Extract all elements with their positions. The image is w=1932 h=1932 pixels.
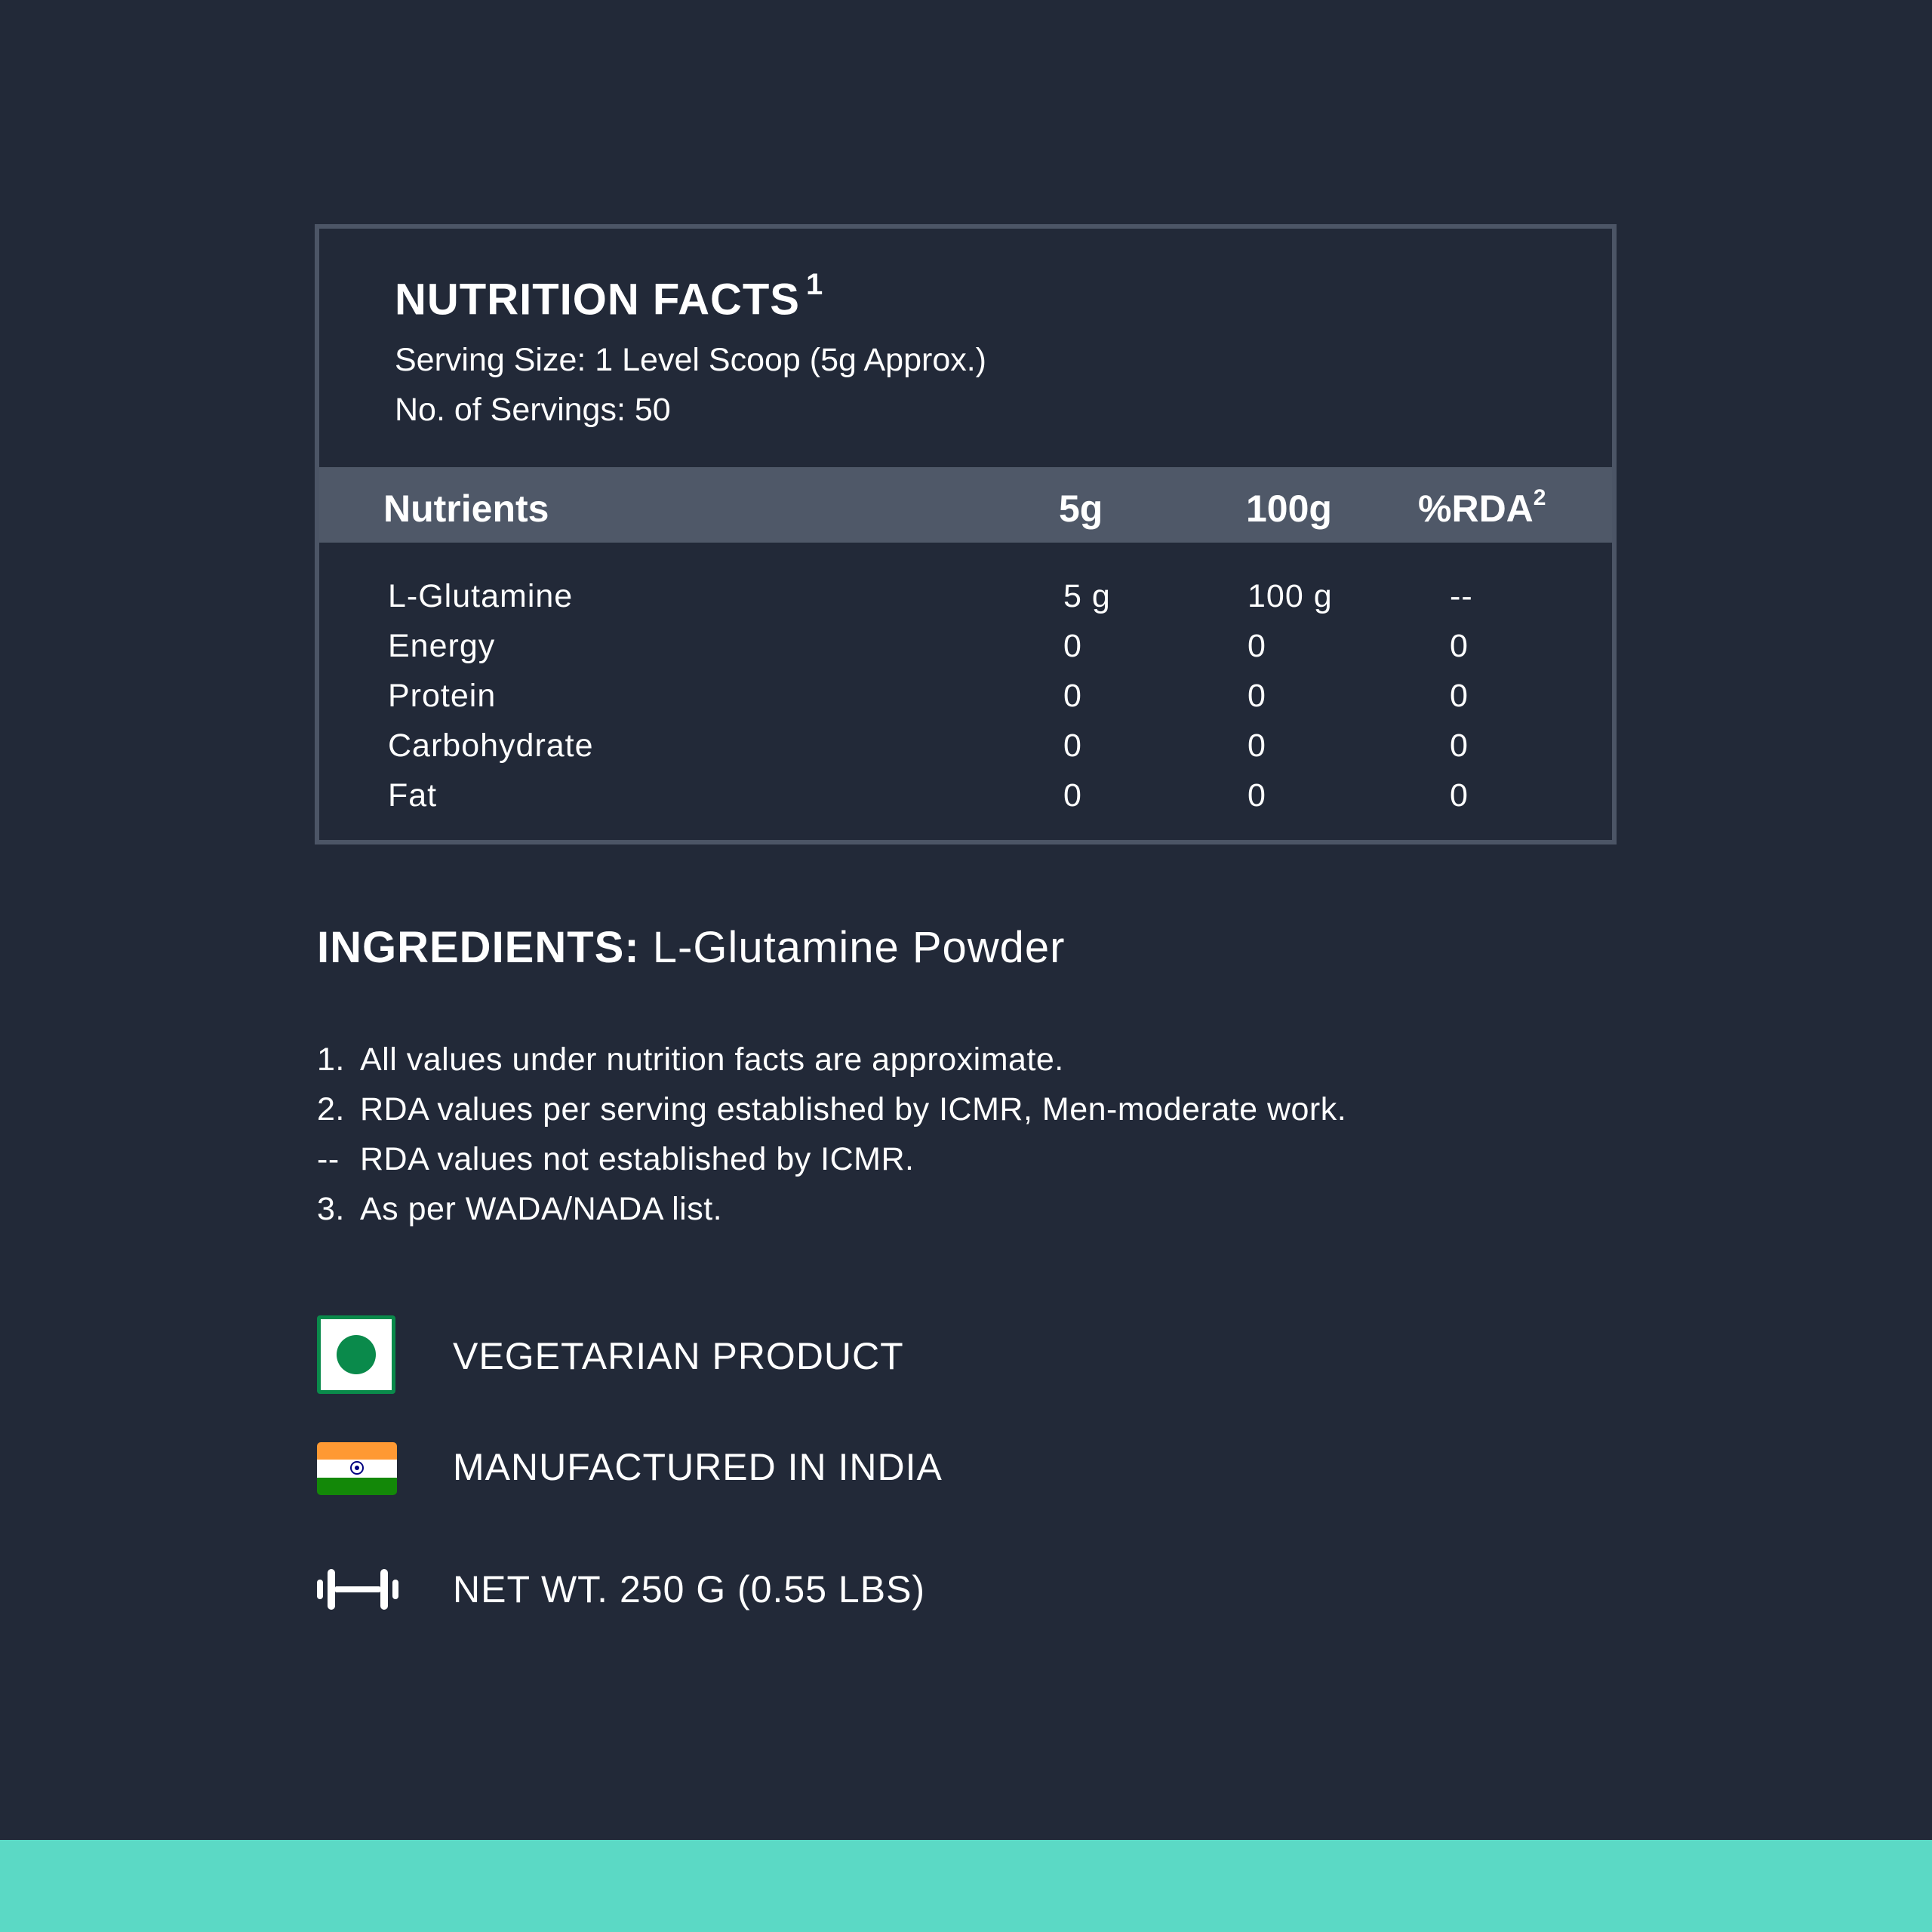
value-100g: 0 <box>1247 728 1266 764</box>
value-5g: 0 <box>1063 628 1082 664</box>
value-rda: -- <box>1450 578 1473 614</box>
ingredients-value: L-Glutamine Powder <box>639 923 1066 972</box>
serving-size: Serving Size: 1 Level Scoop (5g Approx.) <box>395 342 986 378</box>
footnote-text: RDA values not established by ICMR. <box>360 1141 915 1177</box>
value-5g: 0 <box>1063 678 1082 714</box>
servings-count: No. of Servings: 50 <box>395 392 671 428</box>
footnote-text: RDA values per serving established by ICMR, Men-moderate work. <box>360 1091 1347 1128</box>
india-flag-icon <box>317 1442 397 1495</box>
value-100g: 0 <box>1247 777 1266 814</box>
net-weight-badge <box>317 1567 1449 1651</box>
table-row <box>319 628 1612 678</box>
nutrient-name: Energy <box>388 628 496 664</box>
veg-mark-icon <box>317 1315 395 1394</box>
title-footnote-marker: 1 <box>805 268 824 301</box>
table-row <box>319 777 1612 827</box>
vegetarian-badge <box>317 1315 1449 1398</box>
value-rda: 0 <box>1450 777 1469 814</box>
value-100g: 0 <box>1247 628 1266 664</box>
footnote-text: All values under nutrition facts are approximate. <box>360 1041 1064 1078</box>
header-100g: 100g <box>1246 488 1332 530</box>
nutrient-name: L-Glutamine <box>388 578 574 614</box>
nutrition-title: NUTRITION FACTS $^1$ <box>395 268 824 325</box>
table-row <box>319 678 1612 728</box>
table-header <box>319 467 1612 543</box>
accent-footer-bar <box>0 1840 1932 1932</box>
dumbbell-icon <box>317 1567 398 1611</box>
table-row <box>319 578 1612 628</box>
net-weight-label: NET WT. 250 G (0.55 LBS) <box>453 1568 926 1611</box>
header-rda: %RDA$^2$ <box>1418 485 1546 530</box>
value-rda: 0 <box>1450 628 1469 664</box>
nutrition-facts-panel <box>315 224 1617 844</box>
origin-badge <box>317 1442 1449 1525</box>
vegetarian-label: VEGETARIAN PRODUCT <box>453 1335 904 1377</box>
header-5g: 5g <box>1059 488 1103 530</box>
ingredients-line <box>317 922 1066 973</box>
value-5g: 5 g <box>1063 578 1111 614</box>
origin-label: MANUFACTURED IN INDIA <box>453 1446 943 1488</box>
table-row <box>319 728 1612 777</box>
value-100g: 0 <box>1247 678 1266 714</box>
footnote-marker: 1. <box>317 1041 345 1078</box>
value-rda: 0 <box>1450 678 1469 714</box>
value-rda: 0 <box>1450 728 1469 764</box>
value-100g: 100 g <box>1247 578 1333 614</box>
footnote-marker: -- <box>317 1141 340 1177</box>
nutrient-name: Protein <box>388 678 497 714</box>
value-5g: 0 <box>1063 777 1082 814</box>
ingredients-label: INGREDIENTS: <box>317 923 640 972</box>
footnote-text: As per WADA/NADA list. <box>360 1191 723 1227</box>
nutrient-name: Carbohydrate <box>388 728 594 764</box>
value-5g: 0 <box>1063 728 1082 764</box>
footnote-marker: 2. <box>317 1091 345 1128</box>
nutrient-name: Fat <box>388 777 438 814</box>
header-nutrients: Nutrients <box>383 488 549 530</box>
footnote-marker: 3. <box>317 1191 345 1227</box>
